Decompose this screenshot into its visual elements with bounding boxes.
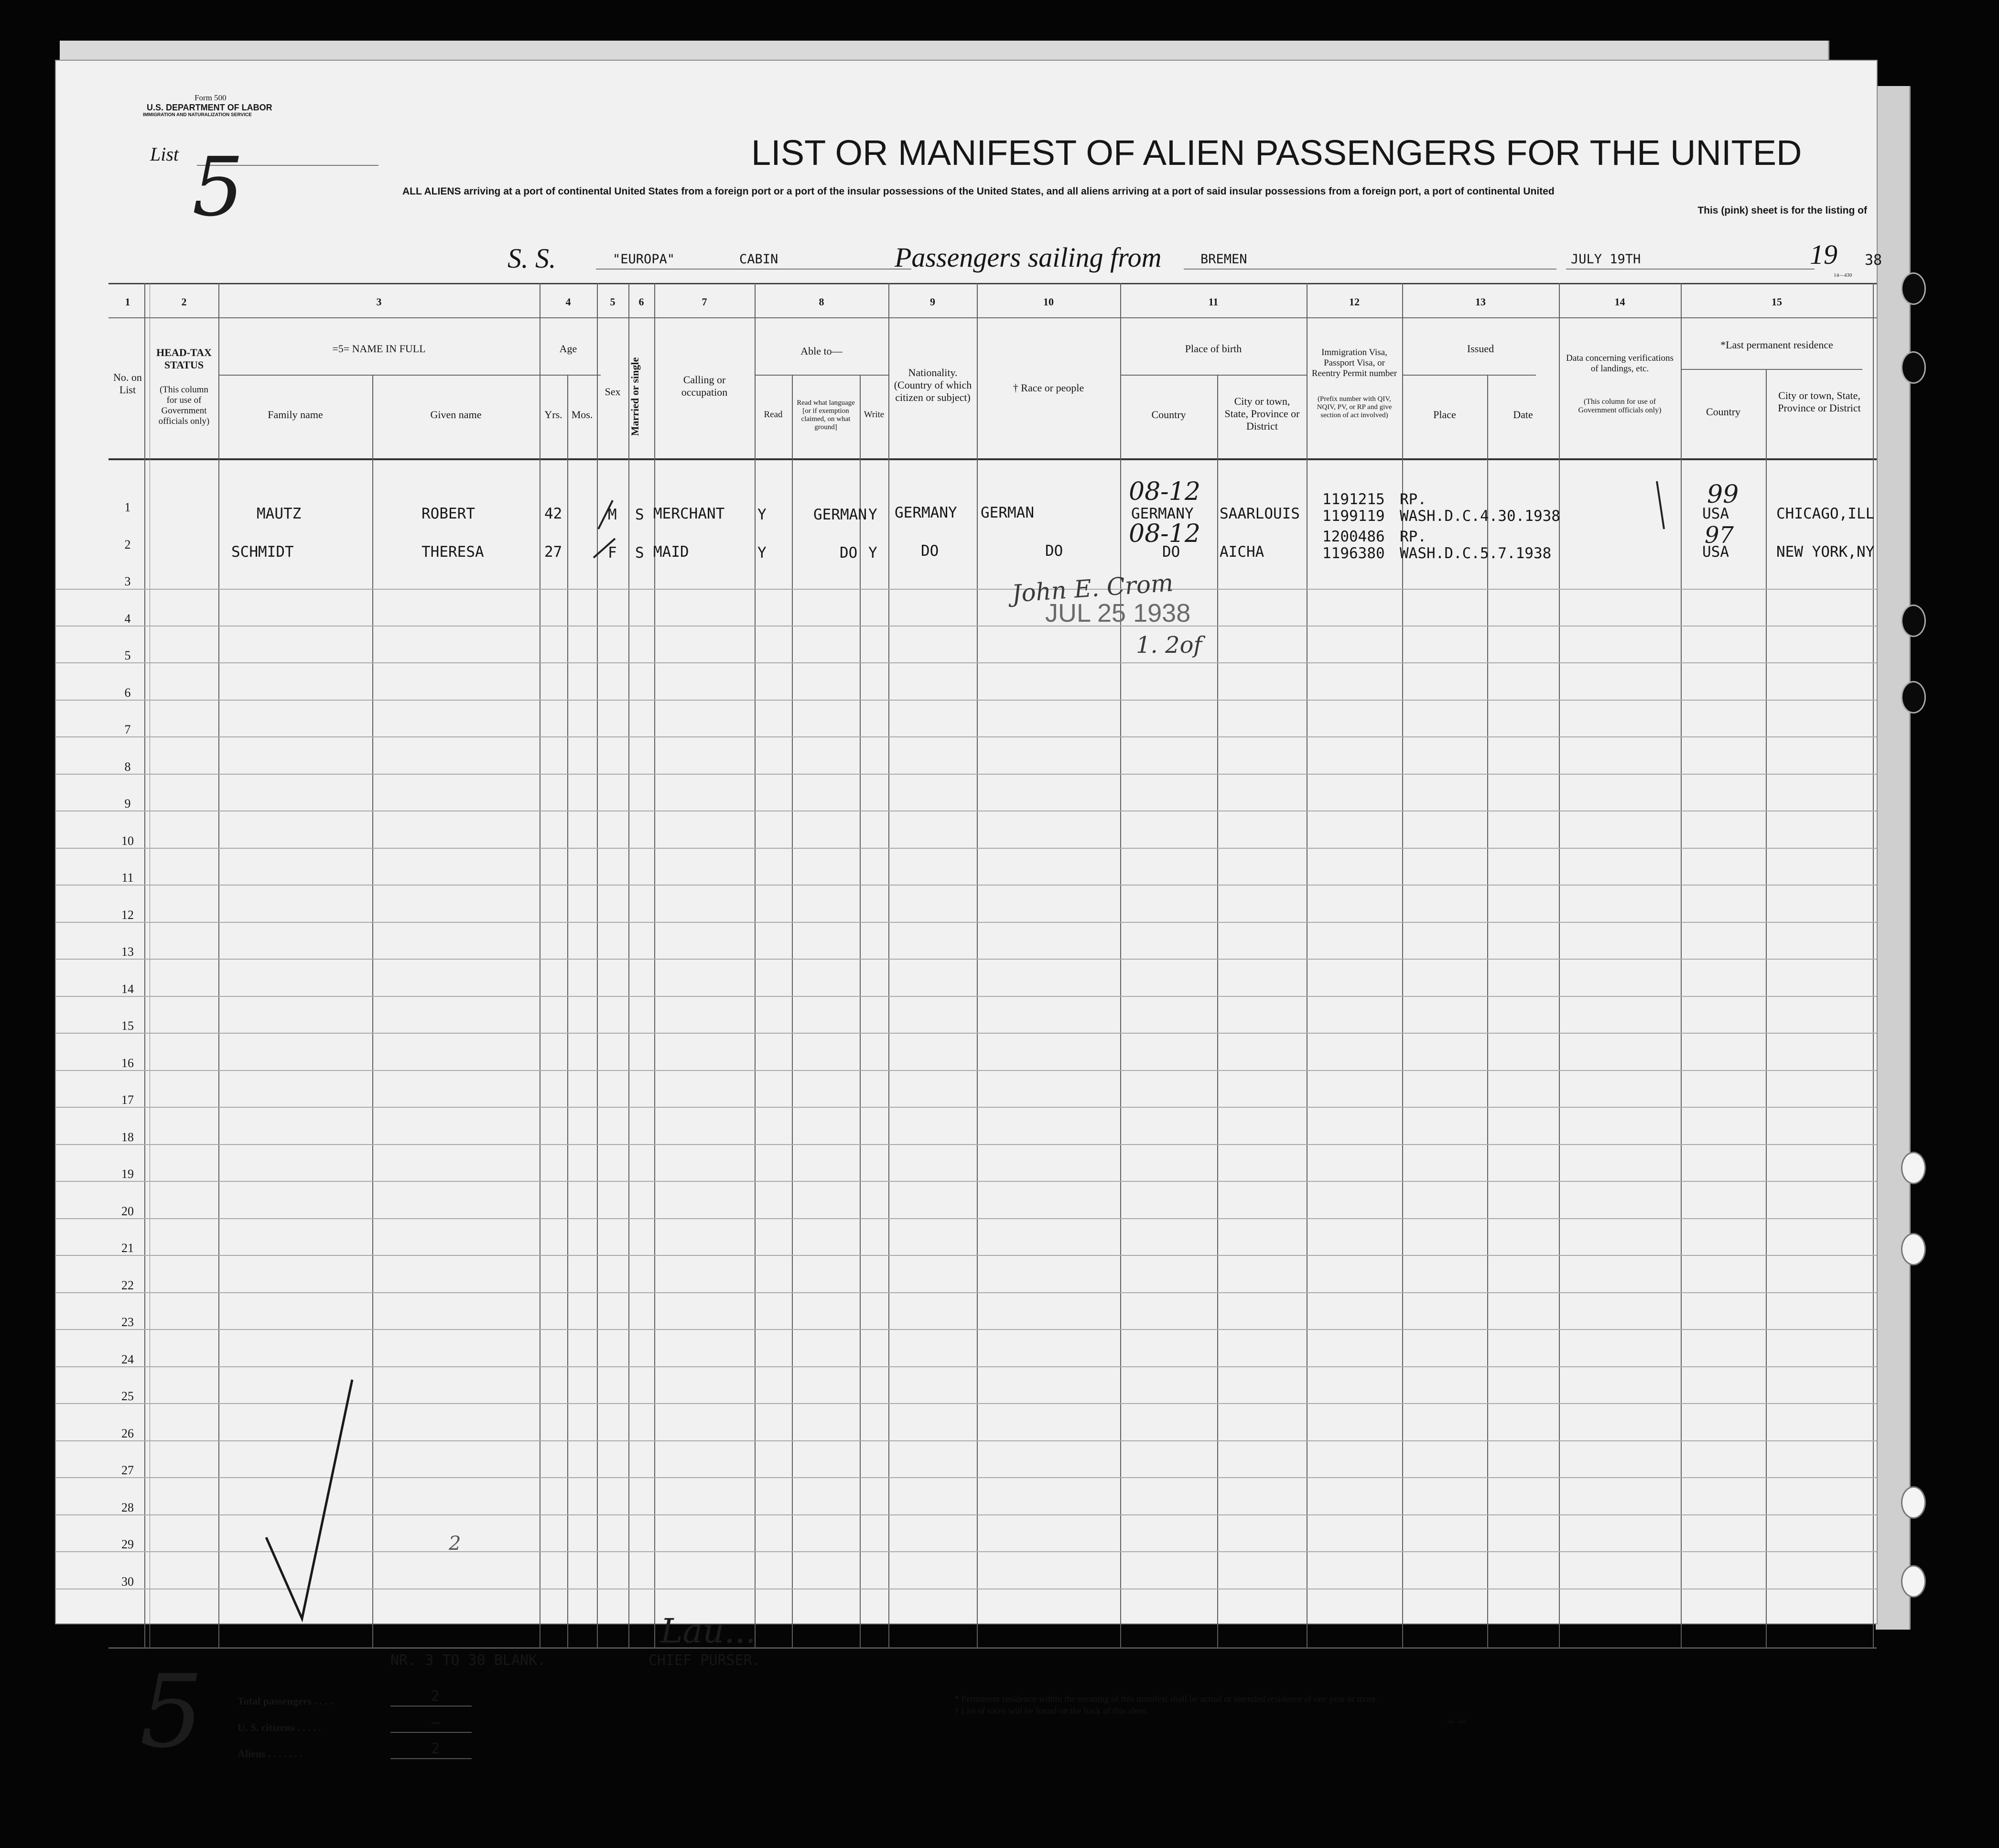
occupation: MERCHANT [653,505,725,522]
footnote-races: † List of races will be found on the back of this sheet. [954,1706,1149,1716]
col-line-j [755,283,756,1647]
header-able-to: Able to— [800,345,843,357]
col-num-4: 4 [565,296,571,308]
col-line-f [567,375,568,1647]
age-years: 42 [544,505,562,522]
header-calling: Calling or occupation [681,374,728,398]
residence-subline [1681,369,1862,370]
issued-type: RP. [1400,491,1426,508]
handwritten-code: 97 [1705,522,1734,549]
manifest-title: LIST OR MANIFEST OF ALIEN PASSENGERS FOR THE UNITED [751,133,1802,173]
binder-hole [1901,272,1926,305]
row-number: 6 [124,686,131,700]
col-num-7: 7 [702,296,707,308]
header-nationality: Nationality. (Country of which citizen or subject) [894,367,972,403]
binder-hole [1901,1565,1926,1598]
header-visa-note: (Prefix number with QIV, NQIV, PV, or RP and give section of act involved) [1317,395,1392,419]
header-mos: Mos. [571,409,593,421]
col-num-14: 14 [1614,296,1625,308]
stamp-date: JUL 25 1938 [1045,599,1191,627]
year-prefix: 19 [1810,239,1837,270]
residence-city: CHICAGO,ILL [1776,505,1875,522]
read-language: GERMAN [813,506,867,523]
date-underline [1566,269,1815,270]
residence-country: USA [1702,505,1729,522]
row-number: 14 [121,982,134,996]
col-num-1: 1 [125,296,130,308]
header-pob-city: City or town, State, Province or District [1224,395,1300,432]
citizens-underline [390,1732,472,1733]
header-visa: Immigration Visa, Passport Visa, or Reentry Permit number [1311,347,1397,378]
ss-label: S. S. [508,243,556,274]
row-number: 12 [121,908,134,922]
able-subline [755,375,888,376]
total-passengers-label: Total passengers . . . . [238,1695,333,1707]
col-num-12: 12 [1349,296,1360,308]
col-line-p [1217,375,1218,1647]
us-citizens-value: – [431,1714,440,1731]
issued-type: RP. [1400,528,1426,545]
handwritten-annotation: 08-12 [1129,519,1200,548]
header-write: Write [864,410,885,420]
col-num-6: 6 [638,296,644,308]
family-name: SCHMIDT [231,543,294,561]
residence-city: NEW YORK,NY [1776,543,1875,561]
col-line-o [1120,283,1121,1647]
handwritten-code: 99 [1707,480,1739,509]
port-underline [1184,269,1556,270]
row-number: 22 [121,1278,134,1292]
col-line-c [218,283,219,1647]
row-number: 1 [124,500,131,514]
row-number: 25 [121,1389,134,1403]
row-number: 21 [121,1241,134,1255]
aliens-label: Aliens . . . . . . . [238,1748,303,1760]
row-number: 10 [121,834,134,848]
col-line-s [1487,375,1488,1647]
pob-subline [1120,375,1307,376]
list-label: List [150,143,179,165]
header-lr-country: Country [1706,406,1741,418]
row-number: 16 [121,1056,134,1070]
birth-country: DO [1162,543,1180,561]
header-place-of-birth: Place of birth [1185,343,1242,355]
col-num-5: 5 [610,296,616,308]
header-race: † Race or people [1013,382,1084,394]
chief-purser-label: CHIEF PURSER. [648,1652,761,1669]
table-bottom-line [108,1647,1877,1649]
corner-code: 14—430 [1834,272,1852,278]
header-read: Read [764,410,783,420]
row-number: 28 [121,1501,134,1514]
col-num-2: 2 [181,296,187,308]
aliens-underline [390,1758,472,1759]
footer-big-number: 5 [140,1653,204,1770]
issued-place-date: WASH.D.C.4.30.1938 [1400,508,1560,525]
visa-number-b: 1199119 [1322,508,1385,525]
sailing-label: Passengers sailing from [895,242,1162,273]
list-number: 5 [192,140,244,235]
sex: F [608,544,617,562]
sex: M [608,506,617,523]
header-age: Age [559,343,577,355]
port-name: BREMEN [1200,252,1247,267]
age-years: 27 [544,543,562,561]
col-num-10: 10 [1043,296,1054,308]
header-family-name: Family name [268,409,323,421]
page-edge-right [1876,86,1911,1630]
given-name: ROBERT [421,505,475,522]
stamp-signature: John E. Crom [1011,569,1175,608]
service-label: IMMIGRATION AND NATURALIZATION SERVICE [143,112,252,118]
subtitle-line1: ALL ALIENS arriving at a port of continental United States from a foreign port or a port of the insular possessions of the United States, and all aliens arriving at a port of said insular possessions from a foreign port, a port of continental United [402,186,1555,197]
race: DO [1045,542,1063,560]
header-issued: Issued [1467,343,1494,355]
footer-code: 14—430 [1447,1718,1467,1725]
manifest-sheet [55,60,1882,1770]
col-line-h [628,283,629,1647]
header-last-residence: *Last permanent residence [1720,339,1833,351]
header-lr-city: City or town, State, Province or District [1778,389,1861,414]
col-line-k [792,375,793,1647]
checkmark-icon [579,491,632,562]
marital-status: S [635,506,644,523]
handwritten-annotation: 08-12 [1129,477,1200,506]
col-line-w [1873,283,1874,1647]
visa-number-a: 1200486 [1322,528,1385,545]
marital-status: S [635,544,644,562]
ship-class: CABIN [739,252,778,267]
row-number: 30 [121,1575,134,1589]
header-married: Married or single [629,357,641,436]
binder-hole [1901,1152,1926,1184]
col-line-u [1681,283,1682,1647]
header-sex: Sex [605,386,621,398]
family-name: MAUTZ [257,505,302,522]
issued-place-date: WASH.D.C.5.7.1938 [1400,545,1552,562]
binder-hole [1901,1486,1926,1519]
col-num-13: 13 [1475,296,1486,308]
header-yrs: Yrs. [544,409,562,421]
page-edge-left [60,41,1829,60]
stamp-note: 1. 2of [1136,632,1202,659]
col-line-v [1766,369,1767,1647]
sailing-date: JULY 19TH [1571,252,1641,267]
us-citizens-label: U. S. citizens . . . . . [238,1721,321,1733]
header-date: Date [1513,409,1533,421]
row-number: 27 [121,1463,134,1477]
ship-name: "EUROPA" [613,252,675,267]
aliens-value: 2 [431,1740,440,1757]
issued-subline [1402,375,1536,376]
col-line-r [1402,283,1403,1647]
col-line-i [654,283,655,1647]
binder-hole [1901,1233,1926,1265]
col-line-d [372,375,373,1647]
year-suffix: 38 [1865,252,1882,269]
col-line-g [597,283,598,1647]
row-number: 9 [124,797,131,811]
department-label: U.S. DEPARTMENT OF LABOR [147,103,272,112]
row-number: 15 [121,1019,134,1033]
nationality: DO [921,542,939,560]
colnum-line [108,317,1877,318]
subtitle-line2: This (pink) sheet is for the listing of [1697,205,1867,216]
birth-city: SAARLOUIS [1220,505,1300,522]
residence-country: USA [1702,543,1729,561]
visa-number-a: 1191215 [1322,491,1385,508]
row-number: 13 [121,945,134,959]
col-line-a [144,283,145,1647]
row-number: 2 [124,538,131,551]
header-data-note: (This column for use of Government officials only) [1578,398,1662,414]
total-passengers-value: 2 [431,1688,440,1705]
row-number: 11 [121,871,134,885]
form-number: Form 500 [194,93,227,102]
header-head-tax: HEAD-TAX STATUS [156,346,212,371]
footnote-residence: * Permanent residence within the meaning of this manifest shall be actual or intended residence of one year or more. [954,1694,1378,1704]
header-given-name: Given name [430,409,482,421]
col-num-15: 15 [1772,296,1782,308]
header-name-in-full: =5= NAME IN FULL [332,343,426,355]
can-read: Y [757,544,767,562]
col-num-8: 8 [819,296,824,308]
header-data-concerning: Data concerning verifications of landings, etc. [1566,353,1674,374]
row-number: 3 [124,574,131,588]
row-number: 4 [124,612,131,626]
age-subline [540,375,597,376]
nationality: GERMANY [895,504,957,521]
header-place: Place [1433,409,1456,421]
binder-hole [1901,351,1926,384]
can-read: Y [757,506,767,523]
row-number: 18 [121,1130,134,1144]
header-bottom-line [108,458,1877,460]
occupation: MAID [653,543,689,561]
row-number: 7 [124,723,131,736]
can-write: Y [868,544,877,562]
binder-hole [1901,605,1926,637]
col-num-3: 3 [376,296,382,308]
binder-hole [1901,681,1926,713]
col-num-11: 11 [1208,296,1219,308]
ship-underline [596,269,911,270]
blank-rows-note: NR. 3 TO 30 BLANK. [390,1652,546,1669]
col-line-t [1559,283,1560,1647]
read-language: DO [840,544,858,562]
row-number: 8 [124,760,131,774]
total-underline [390,1706,472,1707]
birth-country: GERMANY [1131,505,1194,522]
header-pob-country: Country [1151,409,1186,421]
row-number: 24 [121,1352,134,1366]
col-line-n [977,283,978,1647]
birth-city: AICHA [1220,543,1264,561]
can-write: Y [868,506,877,523]
race: GERMAN [981,504,1034,521]
header-no-on-list: No. on List [113,371,142,396]
row-number: 23 [121,1315,134,1329]
col-line-l [860,375,861,1647]
visa-number-b: 1196380 [1322,545,1385,562]
margin-mark: 2 [449,1533,461,1555]
col-num-9: 9 [930,296,935,308]
row-number: 29 [121,1537,134,1551]
table-top-line [108,283,1877,284]
header-head-tax-note: (This column for use of Government officials only) [158,385,210,426]
given-name: THERESA [421,543,484,561]
row-number: 26 [121,1427,134,1440]
purser-signature: Lau... [660,1611,756,1651]
large-checkmark-icon [257,1322,371,1628]
col-line-m [888,283,889,1647]
row-number: 19 [121,1167,134,1181]
header-read-language: Read what language [or if exemption claimed, on what ground] [797,399,855,431]
row-number: 17 [121,1093,134,1107]
verification-tick-icon [1652,472,1671,543]
row-number: 5 [124,648,131,662]
row-number: 20 [121,1204,134,1218]
